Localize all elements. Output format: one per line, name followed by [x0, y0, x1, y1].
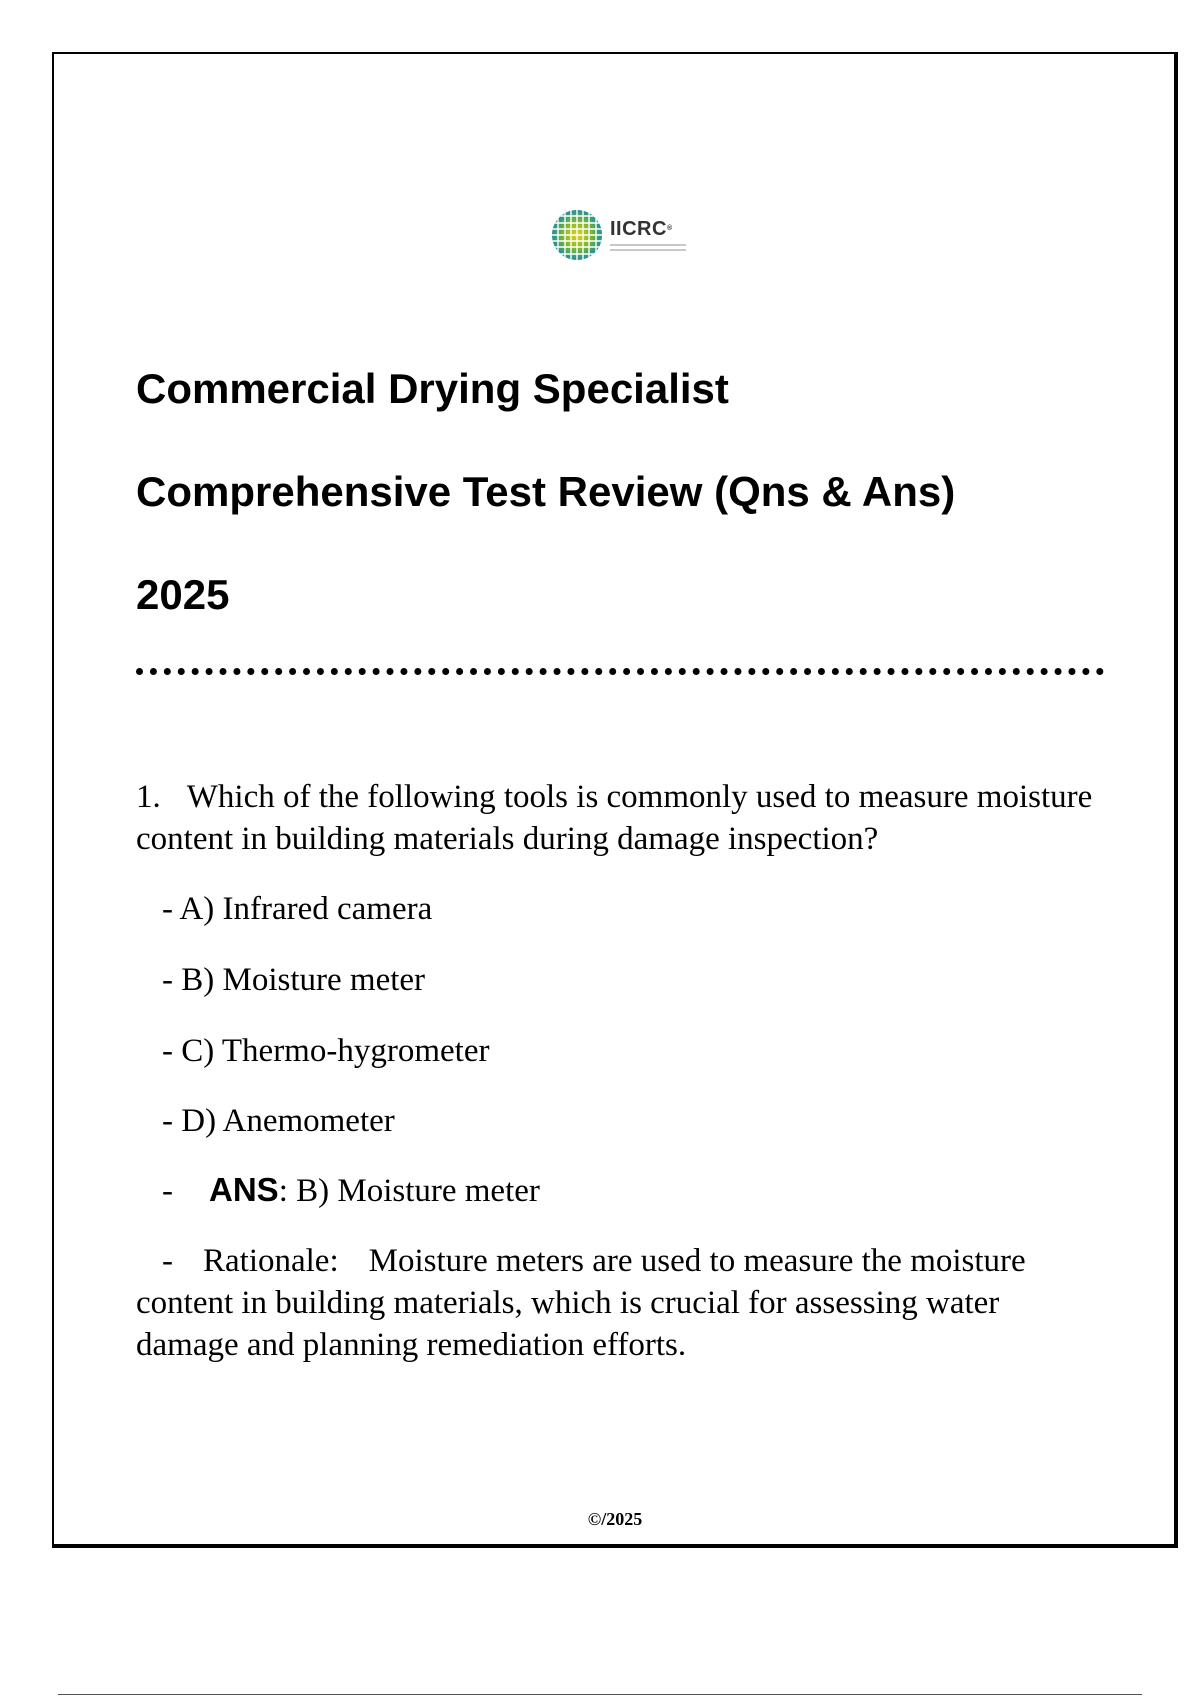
question-number: 1.	[136, 779, 161, 815]
answer-value: : B) Moisture meter	[278, 1173, 540, 1209]
title-year: 2025	[136, 571, 230, 618]
iicrc-logo	[550, 205, 686, 265]
question-text: Which of the following tools is commonly used to measure moisture content in building materials during damage inspection?	[136, 779, 1093, 857]
option-a: - A) Infrared camera	[162, 891, 433, 927]
logo-wordmark: IICRC®	[610, 218, 673, 240]
question-1	[136, 776, 1106, 860]
rationale-label: Rationale:	[203, 1243, 339, 1279]
answer-line: - ANS: B) Moisture meter	[162, 1171, 540, 1209]
title-line-2: Comprehensive Test Review (Qns & Ans)	[136, 468, 956, 515]
logo-tagline	[610, 241, 686, 251]
footer-copyright: ©/2025	[587, 1509, 643, 1529]
rationale-text: Moisture meters are used to measure the moisture content in building materials, which is crucial for assessing water damage and planning remediation efforts.	[136, 1243, 1026, 1363]
dotted-divider	[136, 668, 1104, 675]
rationale: - Rationale: Moisture meters are used to measure the moisture content in building materials, which is crucial for assessing water damage and planning remediation efforts.	[136, 1243, 1026, 1363]
bottom-divider	[58, 1694, 1142, 1695]
answer-label: ANS	[209, 1171, 279, 1208]
title-line-1: Commercial Drying Specialist	[136, 365, 729, 412]
globe-logo-icon	[550, 208, 604, 262]
option-c: - C) Thermo-hygrometer	[162, 1033, 490, 1069]
option-b: - B) Moisture meter	[162, 962, 426, 998]
option-d: - D) Anemometer	[162, 1103, 395, 1139]
